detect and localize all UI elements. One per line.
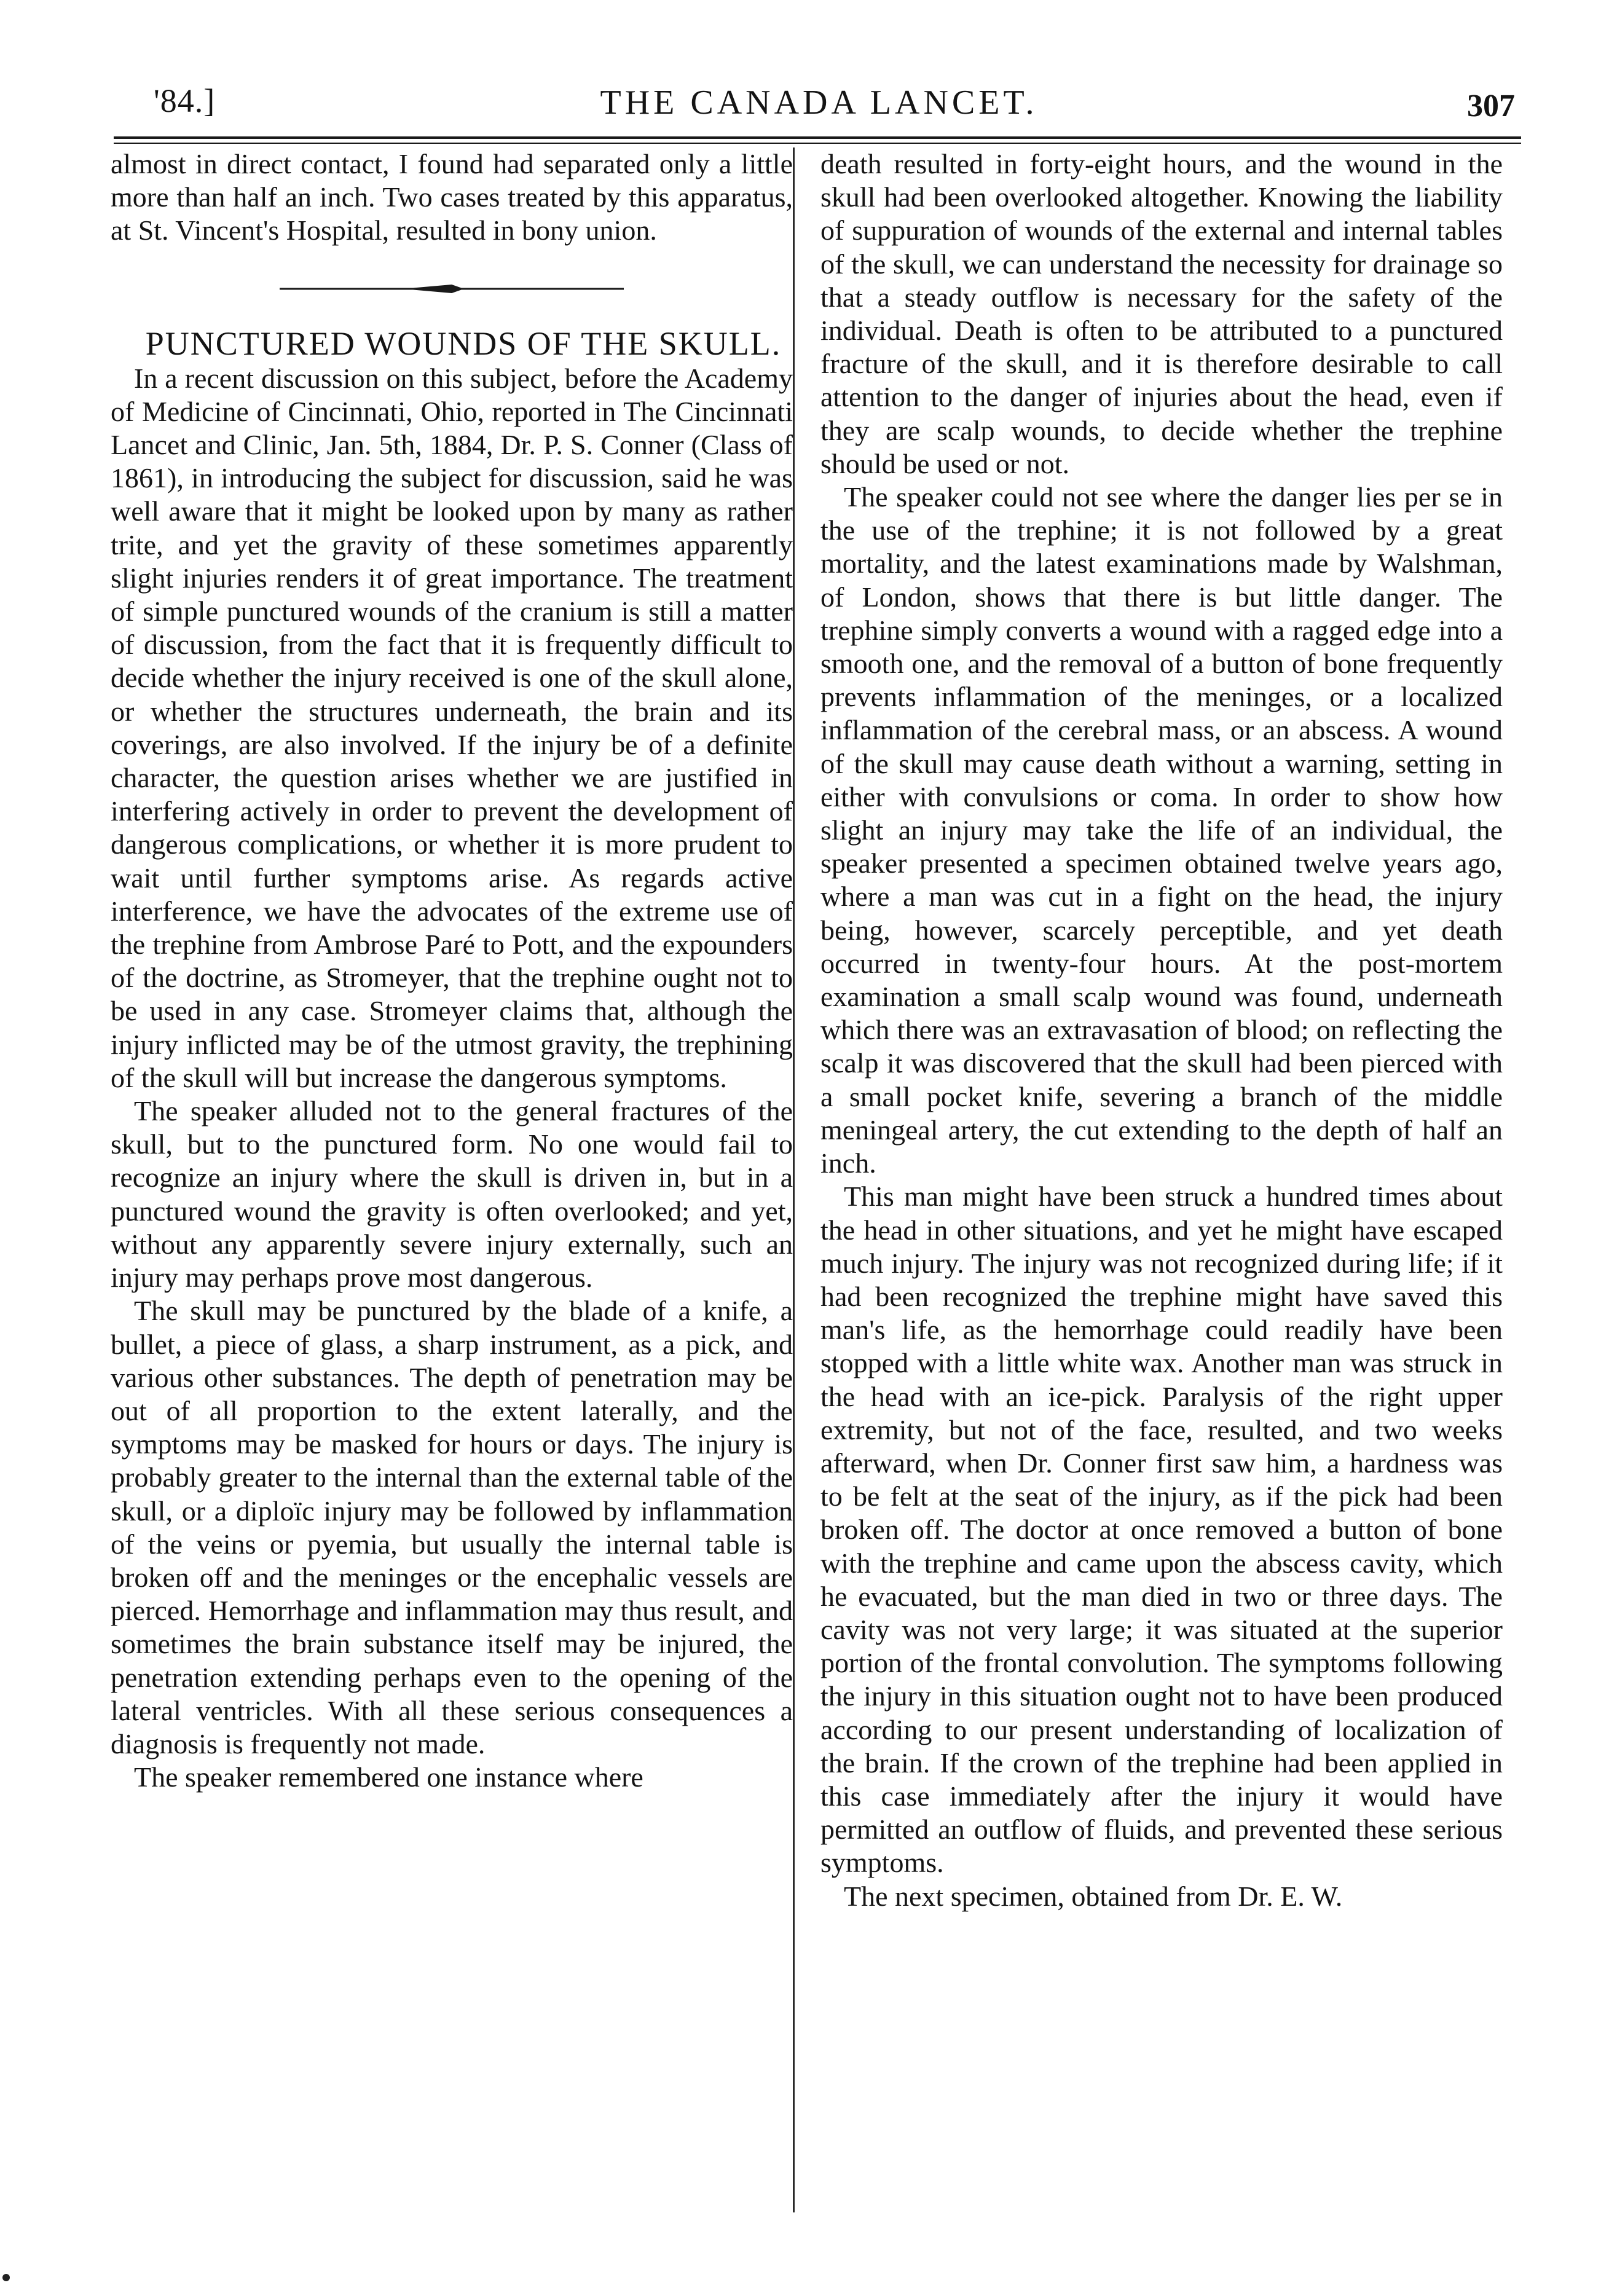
left-column — [111, 147, 793, 1794]
body-paragraph: The next specimen, obtained from Dr. E. W. — [844, 1880, 1343, 1912]
body-paragraph: The speaker alluded not to the general fractures of the skull, but to the punctured form. No one would fail to recognize an injury where the skull is driven in, but in a punctured wound the gravity is often overlooked; and yet, without any apparently severe injury externally, such an injury may perhaps prove most dangerous. — [111, 1095, 793, 1294]
column-divider — [793, 147, 795, 2212]
body-paragraph: This man might have been struck a hundred times about the head in other situations, and yet he might have escaped much injury. The injury was not recognized during life; if it had been recognized the trephine might have saved this man's life, as the hemorrhage could readily have been stopped with a little white wax. Another man was struck in the head with an ice-pick. Paralysis of the right upper extremity, but not of the face, resulted, and two weeks afterward, when Dr. Conner first saw him, a hardness was to be felt at the seat of the injury, as if the pick had been broken off. The doctor at once removed a button of bone with the trephine and came upon the abscess cavity, which he evacuated, but the man died in two or three days. The cavity was not very large; it was situated at the superior portion of the frontal convolution. The symptoms following the injury in this situation ought not to have been produced according to our present understanding of localization of the brain. If the crown of the trephine had been applied in this case immediately after the injury it would have permitted an outflow of fluids, and prevented these serious symptoms. — [820, 1181, 1503, 1879]
body-paragraph: The speaker remembered one instance where — [134, 1761, 643, 1793]
body-paragraph: death resulted in forty-eight hours, and the wound in the skull had been overlooked altogether. Knowing the liability of suppuration of wounds of the external and internal tables of the skull, we can understand the necessity for drainage so that a steady outflow is necessary for the safety of the individual. Death is often to be attributed to a punctured fracture of the skull, and it is therefore desirable to call attention to the danger of injuries about the head, even if they are scalp wounds, to decide whether the trephine should be used or not. — [820, 148, 1503, 479]
journal-title: THE CANADA LANCET. — [600, 84, 1038, 122]
header-year: '84.] — [154, 82, 216, 119]
body-paragraph: The skull may be punctured by the blade of a knife, a bullet, a piece of glass, a sharp instrument, as a pick, and various other substances. The depth of penetration may be out of all proportion to the extent laterally, and the symptoms may be masked for hours or days. The injury is probably greater to the internal than the external table of the skull, or a diploïc injury may be followed by inflammation of the veins or pyemia, but usually the internal table is broken off and the meninges or the encephalic vessels are pierced. Hemorrhage and inflammation may thus result, and sometimes the brain substance itself may be injured, the penetration extending perhaps even to the opening of the lateral ventricles. With all these serious consequences a diagnosis is frequently not made. — [111, 1295, 793, 1759]
page-number: 307 — [1467, 88, 1515, 124]
body-paragraph: The speaker could not see where the danger lies per se in the use of the trephine; it is not followed by a great mortality, and the latest examinations made by Walshman, of London, shows that there is but little danger. The trephine simply converts a wound with a ragged edge into a smooth one, and the removal of a button of bone frequently prevents inflammation of the meninges, or a localized inflammation of the cerebral mass, or an abscess. A wound of the skull may cause death without a warning, setting in either with convulsions or coma. In order to show how slight an injury may take the life of an individual, the speaker presented a specimen obtained twelve years ago, where a man was cut in a fight on the head, the injury being, however, scarcely perceptible, and yet death occurred in twenty-four hours. At the post-mortem examination a small scalp wound was found, underneath which there was an extravasation of blood; on reflecting the scalp it was discovered that the skull had been pierced with a small pocket knife, severing a branch of the middle meningeal artery, the cut extending to the depth of half an inch. — [820, 481, 1503, 1179]
header-rule-thick — [114, 136, 1521, 139]
article-title: PUNCTURED WOUNDS OF THE SKULL. — [145, 324, 782, 362]
running-header — [117, 77, 1521, 132]
body-paragraph: In a recent discussion on this subject, before the Academy of Medicine of Cincinnati, Ohio, reported in The Cincinnati Lancet and Clinic, Jan. 5th, 1884, Dr. P. S. Conner (Class of 1861), in introducing the subject for discussion, said he was well aware that it might be looked upon by many as rather trite, and yet the gravity of these sometimes apparently slight injuries renders it of great importance. The treatment of simple punctured wounds of the cranium is still a matter of discussion, from the fact that it is frequently difficult to decide whether the injury received is one of the skull alone, or whether the structures underneath, the brain and its coverings, are also involved. If the injury be of a definite character, the question arises whether we are justified in interfering actively in order to prevent the development of dangerous complications, or whether it is more prudent to wait until further symptoms arise. As regards active interference, we have the advocates of the extreme use of the trephine from Ambrose Paré to Pott, and the expounders of the doctrine, as Stromeyer, that the trephine ought not to be used in any case. Stromeyer claims that, although the injury inflicted may be of the utmost gravity, the trephining of the skull will but increase the dangerous symptoms. — [111, 362, 793, 1093]
section-divider-ornament — [280, 282, 624, 296]
right-column — [820, 147, 1503, 1913]
header-rule-thin — [114, 143, 1521, 144]
print-speck — [2, 2274, 10, 2281]
continuation-paragraph: almost in direct contact, I found had separated only a little more than half an inch. Two cases treated by this apparatus, at St. Vincent's Hospital, resulted in bony union. — [111, 148, 793, 246]
